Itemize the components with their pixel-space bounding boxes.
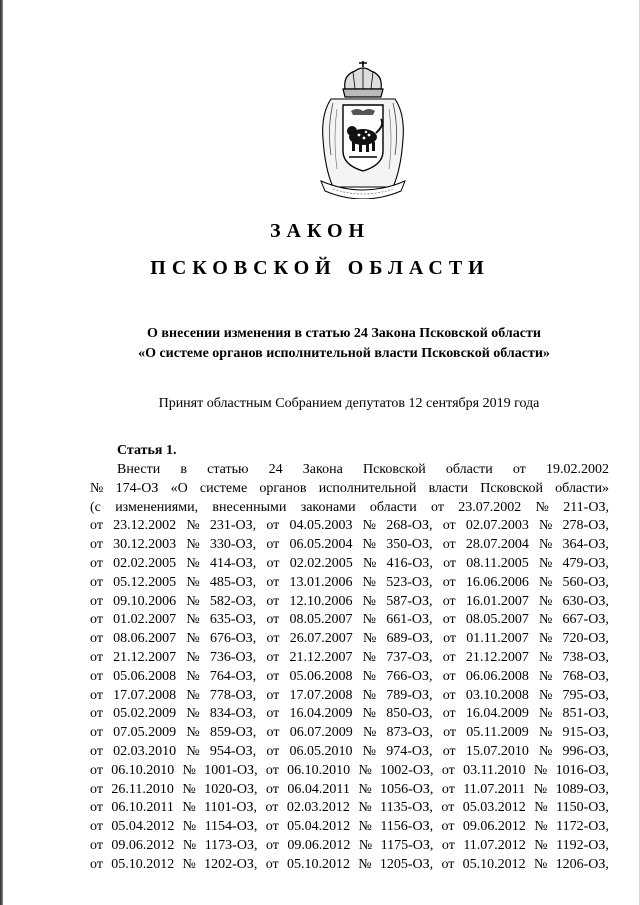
- body-word: 12.10.2006: [289, 593, 353, 609]
- body-word: 07.05.2009: [113, 725, 177, 741]
- body-word: от: [442, 687, 456, 703]
- body-word: 736-ОЗ,: [209, 649, 257, 665]
- body-word: от: [442, 593, 456, 609]
- body-word: области: [445, 462, 493, 477]
- body-word: «О: [170, 480, 188, 496]
- body-word: №: [186, 649, 200, 665]
- body-word: 350-ОЗ,: [386, 537, 433, 553]
- body-word: от: [442, 612, 456, 628]
- body-word: в: [180, 462, 187, 477]
- body-word: 19.02.2002: [545, 462, 609, 477]
- body-word: от: [442, 518, 456, 534]
- body-word: 01.02.2007: [113, 612, 177, 628]
- body-word: 231-ОЗ,: [209, 518, 257, 534]
- body-word: 1156-ОЗ,: [380, 819, 434, 835]
- body-word: 1056-ОЗ,: [380, 781, 434, 797]
- body-word: 02.02.2005: [289, 555, 353, 571]
- body-word: 05.10.2012: [286, 856, 350, 872]
- body-word: №: [362, 649, 377, 665]
- body-word: от: [442, 537, 456, 553]
- body-word: 873-ОЗ,: [386, 725, 433, 741]
- body-word: 915-ОЗ,: [562, 725, 609, 741]
- body-word: от: [443, 631, 456, 647]
- body-word: №: [186, 555, 200, 571]
- body-word: 06.06.2008: [465, 668, 529, 684]
- body-word: №: [358, 819, 372, 835]
- body-word: №: [186, 612, 200, 628]
- body-line: [90, 705, 609, 724]
- body-line: [90, 687, 609, 706]
- body-word: 689-ОЗ,: [386, 631, 433, 647]
- body-word: 635-ОЗ,: [209, 612, 257, 628]
- article-heading: Статья 1.: [117, 443, 177, 458]
- body-word: 08.05.2007: [465, 612, 529, 628]
- body-word: от: [90, 856, 103, 872]
- body-word: 05.10.2012: [462, 856, 526, 872]
- body-word: от: [90, 518, 103, 534]
- body-word: от: [265, 762, 279, 778]
- scan-left-edge: [0, 0, 3, 905]
- body-word: от: [265, 819, 279, 835]
- body-word: 05.06.2008: [289, 668, 353, 684]
- body-word: от: [265, 781, 279, 797]
- body-word: №: [362, 687, 377, 703]
- body-word: 416-ОЗ,: [386, 555, 433, 571]
- body-word: от: [441, 781, 455, 797]
- body-word: 667-ОЗ,: [562, 612, 609, 628]
- body-word: №: [539, 518, 553, 534]
- body-word: 859-ОЗ,: [210, 725, 257, 741]
- body-word: от: [266, 537, 280, 553]
- body-line: [90, 536, 609, 555]
- body-word: от: [90, 781, 103, 797]
- body-word: от: [90, 612, 103, 628]
- body-word: от: [90, 537, 103, 553]
- body-word: №: [539, 687, 553, 703]
- body-line: [90, 630, 609, 649]
- body-word: 738-ОЗ,: [562, 649, 609, 665]
- body-word: от: [266, 725, 280, 741]
- body-word: №: [539, 649, 553, 665]
- body-word: №: [186, 537, 200, 553]
- body-word: №: [534, 800, 548, 816]
- body-word: 08.06.2007: [113, 631, 177, 647]
- body-word: 04.05.2003: [289, 518, 353, 534]
- body-word: №: [362, 593, 377, 609]
- body-line: [90, 517, 609, 536]
- body-word: 974-ОЗ,: [386, 743, 433, 759]
- body-word: 996-ОЗ,: [562, 743, 609, 759]
- body-word: 06.05.2010: [289, 743, 353, 759]
- body-word: от: [266, 649, 280, 665]
- body-word: №: [186, 725, 200, 741]
- body-word: 30.12.2003: [113, 537, 177, 553]
- body-word: от: [90, 743, 103, 759]
- body-word: №: [362, 631, 377, 647]
- body-word: №: [362, 706, 377, 722]
- body-word: 768-ОЗ,: [562, 668, 609, 684]
- body-word: 850-ОЗ,: [386, 706, 433, 722]
- body-word: №: [533, 856, 548, 872]
- body-word: 211-ОЗ,: [563, 499, 609, 515]
- body-word: №: [182, 762, 196, 778]
- body-word: 414-ОЗ,: [210, 555, 257, 571]
- body-word: 1020-ОЗ,: [204, 781, 258, 797]
- body-word: 764-ОЗ,: [209, 668, 257, 684]
- body-word: Внести: [117, 462, 161, 477]
- body-word: от: [266, 593, 280, 609]
- pskov-region-coat-of-arms-icon: [303, 59, 423, 199]
- body-word: 28.07.2004: [465, 537, 529, 553]
- body-word: 16.01.2007: [465, 593, 529, 609]
- body-word: 13.01.2006: [289, 574, 353, 590]
- body-word: №: [534, 819, 548, 835]
- body-word: 03.10.2008: [465, 687, 529, 703]
- body-word: от: [90, 762, 103, 778]
- body-line: [90, 668, 609, 687]
- body-word: 1150-ОЗ,: [556, 800, 609, 816]
- body-word: 05.06.2008: [113, 668, 177, 684]
- body-word: 795-ОЗ,: [562, 687, 609, 703]
- body-word: 05.04.2012: [111, 819, 175, 835]
- body-word: №: [182, 800, 196, 816]
- law-title-line-2: ПСКОВСКОЙ ОБЛАСТИ: [150, 257, 490, 279]
- body-word: 1089-ОЗ,: [555, 781, 609, 797]
- body-word: 26.07.2007: [289, 631, 353, 647]
- body-word: 1172-ОЗ,: [556, 819, 609, 835]
- body-word: 1154-ОЗ,: [204, 819, 258, 835]
- body-word: 330-ОЗ,: [209, 537, 257, 553]
- body-word: 09.06.2012: [462, 819, 526, 835]
- body-word: от: [90, 687, 103, 703]
- body-line: [90, 856, 609, 875]
- body-line: [90, 555, 609, 574]
- body-word: 1135-ОЗ,: [380, 800, 433, 816]
- body-word: 21.12.2007: [113, 649, 177, 665]
- body-word: 23.12.2002: [113, 518, 177, 534]
- body-word: 06.04.2011: [287, 781, 350, 797]
- body-word: №: [186, 668, 200, 684]
- body-word: от: [266, 574, 280, 590]
- body-word: от: [266, 631, 280, 647]
- body-word: 17.07.2008: [113, 687, 177, 703]
- body-word: 174-ОЗ: [115, 480, 159, 496]
- body-word: исполнительной: [318, 480, 417, 496]
- body-word: №: [539, 537, 553, 553]
- body-word: №: [182, 837, 197, 853]
- body-word: №: [535, 499, 549, 515]
- body-word: от: [442, 743, 456, 759]
- body-word: от: [512, 462, 526, 477]
- body-word: 1001-ОЗ,: [204, 762, 258, 778]
- body-word: №: [539, 743, 553, 759]
- body-word: области»: [555, 480, 609, 496]
- body-word: 16.06.2006: [465, 574, 529, 590]
- body-word: 1192-ОЗ,: [556, 837, 609, 853]
- body-word: №: [186, 743, 200, 759]
- body-word: 485-ОЗ,: [209, 574, 257, 590]
- body-word: от: [266, 706, 280, 722]
- body-word: от: [441, 819, 455, 835]
- body-word: 11.07.2012: [463, 837, 526, 853]
- body-word: от: [442, 668, 456, 684]
- body-word: 09.06.2012: [287, 837, 351, 853]
- body-word: 02.03.2010: [113, 743, 177, 759]
- body-word: 16.04.2009: [289, 706, 353, 722]
- body-word: законами: [300, 499, 356, 515]
- body-word: 06.10.2010: [287, 762, 351, 778]
- body-word: №: [186, 706, 200, 722]
- body-word: от: [90, 631, 103, 647]
- body-word: 06.10.2011: [111, 800, 174, 816]
- body-word: 789-ОЗ,: [386, 687, 433, 703]
- body-word: №: [182, 781, 196, 797]
- body-word: №: [539, 612, 553, 628]
- body-word: от: [266, 668, 280, 684]
- body-word: 15.07.2010: [465, 743, 529, 759]
- body-word: №: [533, 781, 548, 797]
- body-line: [90, 818, 609, 837]
- body-word: от: [90, 574, 103, 590]
- body-word: от: [266, 555, 280, 571]
- body-word: №: [533, 762, 548, 778]
- body-word: от: [431, 499, 444, 515]
- body-word: 587-ОЗ,: [386, 593, 433, 609]
- body-word: №: [186, 574, 200, 590]
- body-word: №: [538, 555, 553, 571]
- body-word: 630-ОЗ,: [562, 593, 609, 609]
- body-word: 364-ОЗ,: [562, 537, 609, 553]
- body-word: 851-ОЗ,: [562, 706, 609, 722]
- body-word: №: [362, 574, 377, 590]
- body-word: Псковской: [362, 462, 426, 477]
- body-word: власти: [428, 480, 469, 496]
- body-word: 1101-ОЗ,: [204, 800, 257, 816]
- body-word: 05.12.2005: [113, 574, 177, 590]
- body-word: 1016-ОЗ,: [555, 762, 609, 778]
- body-word: статью: [207, 462, 249, 477]
- body-word: 676-ОЗ,: [210, 631, 257, 647]
- body-word: от: [90, 668, 103, 684]
- body-word: от: [90, 593, 103, 609]
- body-word: 523-ОЗ,: [386, 574, 433, 590]
- body-word: 06.10.2010: [111, 762, 175, 778]
- body-word: 26.11.2010: [111, 781, 174, 797]
- body-word: 479-ОЗ,: [562, 555, 609, 571]
- body-word: №: [538, 631, 553, 647]
- body-word: 661-ОЗ,: [386, 612, 433, 628]
- body-word: №: [358, 856, 372, 872]
- body-word: №: [182, 856, 196, 872]
- body-word: 1202-ОЗ,: [204, 856, 258, 872]
- body-word: 21.12.2007: [465, 649, 529, 665]
- body-word: 02.07.2003: [465, 518, 529, 534]
- body-word: №: [534, 837, 548, 853]
- body-word: органов: [259, 480, 307, 496]
- body-word: №: [362, 725, 377, 741]
- body-word: от: [443, 555, 456, 571]
- body-word: №: [358, 837, 373, 853]
- body-word: 05.02.2009: [113, 706, 177, 722]
- body-word: №: [538, 725, 553, 741]
- body-word: №: [186, 593, 200, 609]
- body-word: от: [266, 743, 280, 759]
- body-word: от: [441, 762, 455, 778]
- body-word: №: [358, 800, 372, 816]
- body-word: №: [539, 593, 553, 609]
- body-word: №: [186, 631, 200, 647]
- body-word: 02.02.2005: [113, 555, 177, 571]
- body-line: [90, 461, 609, 480]
- body-word: (с: [90, 499, 101, 515]
- body-word: 1002-ОЗ,: [380, 762, 434, 778]
- body-word: №: [362, 743, 377, 759]
- body-word: 21.12.2007: [289, 649, 353, 665]
- body-word: от: [90, 819, 103, 835]
- body-word: Псковской: [480, 480, 543, 496]
- law-subject: [0, 324, 640, 364]
- body-word: 954-ОЗ,: [209, 743, 257, 759]
- body-word: изменениями,: [115, 499, 199, 515]
- body-word: №: [186, 687, 200, 703]
- body-word: №: [539, 668, 553, 684]
- body-word: 11.07.2011: [463, 781, 526, 797]
- body-word: от: [266, 687, 280, 703]
- body-word: 582-ОЗ,: [209, 593, 257, 609]
- body-word: №: [90, 480, 104, 496]
- body-word: от: [265, 837, 279, 853]
- law-subject-line-1: О внесении изменения в статью 24 Закона Псковской области: [147, 326, 541, 341]
- body-word: от: [266, 518, 280, 534]
- body-line: [90, 480, 609, 499]
- body-line: [90, 724, 609, 743]
- body-word: от: [265, 800, 279, 816]
- body-word: 03.11.2010: [463, 762, 526, 778]
- body-word: 560-ОЗ,: [562, 574, 609, 590]
- body-word: от: [90, 800, 103, 816]
- body-word: 1173-ОЗ,: [204, 837, 258, 853]
- body-word: от: [441, 856, 455, 872]
- body-word: от: [90, 555, 103, 571]
- adoption-note: Принят областным Собранием депутатов 12 сентября 2019 года: [158, 396, 540, 411]
- body-word: от: [441, 800, 455, 816]
- body-word: 1175-ОЗ,: [380, 837, 434, 853]
- body-word: 778-ОЗ,: [209, 687, 257, 703]
- body-word: №: [539, 706, 553, 722]
- body-word: №: [362, 518, 377, 534]
- body-word: 02.03.2012: [286, 800, 350, 816]
- body-word: от: [90, 725, 103, 741]
- body-word: от: [90, 649, 103, 665]
- body-word: №: [539, 574, 553, 590]
- law-title-line-1: ЗАКОН: [269, 220, 371, 242]
- body-word: 01.11.2007: [466, 631, 529, 647]
- body-line: [90, 593, 609, 612]
- body-word: №: [362, 668, 377, 684]
- body-word: №: [362, 537, 377, 553]
- body-line: [90, 743, 609, 762]
- body-word: от: [443, 725, 456, 741]
- body-word: №: [182, 819, 197, 835]
- body-word: 737-ОЗ,: [386, 649, 433, 665]
- body-word: внесенными: [212, 499, 287, 515]
- body-word: 24: [268, 462, 283, 477]
- body-word: 08.11.2005: [466, 555, 529, 571]
- body-word: 834-ОЗ,: [209, 706, 257, 722]
- body-word: от: [442, 574, 456, 590]
- body-word: №: [362, 555, 377, 571]
- body-word: 278-ОЗ,: [562, 518, 609, 534]
- body-word: 268-ОЗ,: [386, 518, 433, 534]
- body-word: от: [265, 856, 279, 872]
- body-line: [90, 799, 609, 818]
- body-word: Закона: [302, 462, 343, 477]
- body-word: 09.06.2012: [111, 837, 175, 853]
- body-line: [90, 649, 609, 668]
- body-word: от: [90, 706, 103, 722]
- body-word: от: [90, 837, 103, 853]
- article-body: [90, 461, 609, 875]
- body-word: №: [186, 518, 200, 534]
- body-word: от: [442, 706, 456, 722]
- body-word: от: [442, 649, 456, 665]
- law-subject-line-2: «О системе органов исполнительной власти Псковской области»: [138, 346, 550, 361]
- body-word: 06.05.2004: [289, 537, 353, 553]
- body-word: 1206-ОЗ,: [555, 856, 609, 872]
- body-word: №: [358, 781, 372, 797]
- body-word: 766-ОЗ,: [386, 668, 433, 684]
- body-word: 05.10.2012: [111, 856, 175, 872]
- body-word: 1205-ОЗ,: [379, 856, 434, 872]
- body-word: 23.07.2002: [458, 499, 522, 515]
- body-word: 05.04.2012: [287, 819, 351, 835]
- body-word: №: [358, 762, 372, 778]
- body-word: 09.10.2006: [113, 593, 177, 609]
- body-word: 720-ОЗ,: [562, 631, 609, 647]
- body-word: 06.07.2009: [289, 725, 353, 741]
- body-word: 05.03.2012: [462, 800, 526, 816]
- body-word: 05.11.2009: [466, 725, 529, 741]
- body-word: от: [441, 837, 455, 853]
- body-line: [90, 611, 609, 630]
- body-line: [90, 762, 609, 781]
- body-line: [90, 499, 609, 518]
- body-word: системе: [199, 480, 248, 496]
- body-word: 16.04.2009: [465, 706, 529, 722]
- body-line: [90, 781, 609, 800]
- body-word: области: [369, 499, 417, 515]
- body-line: [90, 574, 609, 593]
- body-word: №: [362, 612, 377, 628]
- body-word: 17.07.2008: [289, 687, 353, 703]
- body-line: [90, 837, 609, 856]
- body-word: 08.05.2007: [289, 612, 353, 628]
- body-word: от: [266, 612, 280, 628]
